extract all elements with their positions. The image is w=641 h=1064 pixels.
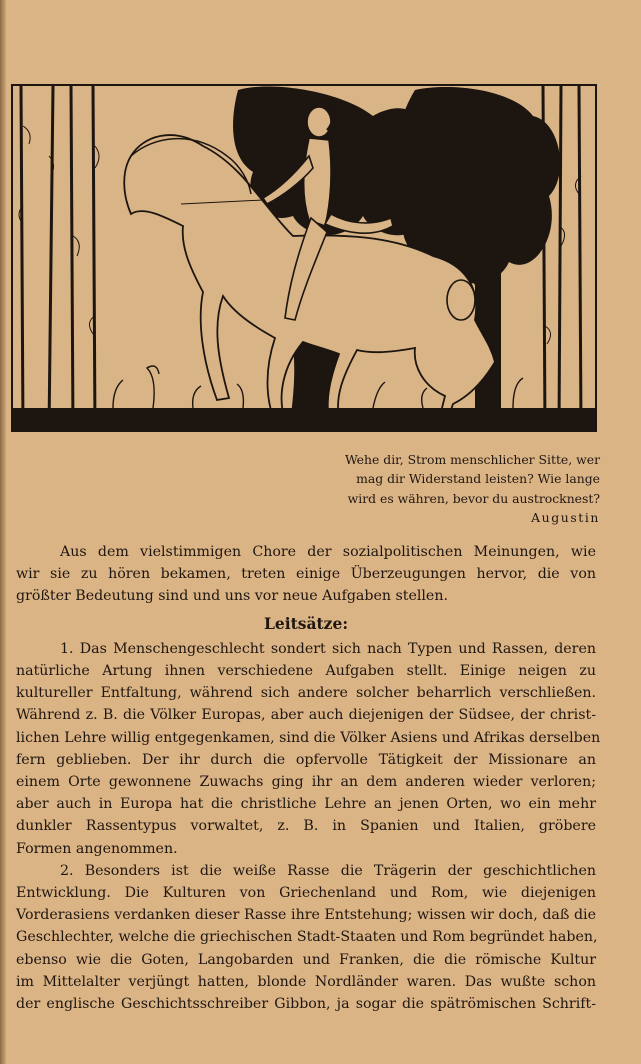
- paragraph-2: [16, 860, 596, 1015]
- body-text: [16, 541, 601, 1015]
- text-line: wir sie zu hören bekamen, treten einige Überzeugungen hervor, die von: [16, 566, 596, 583]
- text-line: aber auch in Europa hat die christliche Lehre an jenen Orten, wo ein mehr: [16, 796, 596, 813]
- epigraph: [300, 450, 600, 528]
- text-line: der englische Geschichtsschreiber Gibbon, ja sogar die spätrömischen Schrift-: [16, 996, 596, 1013]
- text-line: Geschlechter, welche die griechischen Stadt-Staaten und Rom begründet haben,: [16, 929, 598, 946]
- text-line: ebenso wie die Goten, Langobarden und Franken, die die römische Kultur: [16, 951, 596, 968]
- text-line: Während z. B. die Völker Europas, aber auch diejenigen der Südsee, der christ-: [16, 707, 596, 724]
- epigraph-line: mag dir Widerstand leisten? Wie lange: [356, 471, 600, 487]
- text-line: Vorderasiens verdanken dieser Rasse ihre Entstehung; wissen wir doch, daß die: [16, 907, 596, 924]
- section-heading: Leitsätze:: [263, 613, 349, 633]
- paragraph-1: [16, 638, 601, 860]
- epigraph-line: wird es währen, bevor du austrocknest?: [347, 490, 600, 506]
- intro-paragraph: [16, 541, 596, 608]
- text-line: kultureller Entfaltung, während sich andere solcher beharrlich verschließen.: [16, 685, 596, 702]
- text-line: 1. Das Menschengeschlecht sondert sich nach Typen und Rassen, deren: [60, 640, 596, 657]
- text-line: fern geblieben. Der ihr durch die opfervolle Tätigkeit der Missionare an: [16, 751, 596, 768]
- text-line: größter Bedeutung sind und uns vor neue Aufgaben stellen.: [16, 588, 448, 605]
- text-line: Entwicklung. Die Kulturen von Griechenland und Rom, wie diejenigen: [16, 885, 596, 902]
- epigraph-author: Augustin: [531, 510, 600, 526]
- text-line: dunkler Rassentypus vorwaltet, z. B. in Spanien und Italien, gröbere: [16, 818, 596, 835]
- text-line: natürliche Artung ihnen verschiedene Aufgaben stellt. Einige neigen zu: [16, 663, 596, 680]
- text-line: im Mittelalter verjüngt hatten, blonde Nordländer waren. Das wußte schon: [16, 973, 596, 990]
- text-line: lichen Lehre willig entgegenkamen, sind die Völker Asiens und Afrikas derselben: [16, 729, 601, 746]
- illustration-drawing: [13, 86, 595, 430]
- illustration-woman-on-horse: [11, 84, 597, 432]
- text-line: Aus dem vielstimmigen Chore der sozialpolitischen Meinungen, wie: [60, 544, 596, 560]
- text-line: Formen angenommen.: [16, 840, 178, 857]
- text-line: einem Orte gewonnene Zuwachs ging ihr an dem anderen wieder verloren;: [16, 774, 596, 791]
- page-edge: [0, 0, 6, 1064]
- epigraph-line: Wehe dir, Strom menschlicher Sitte, wer: [344, 452, 600, 467]
- text-line: 2. Besonders ist die weiße Rasse die Trägerin der geschichtlichen: [60, 862, 596, 879]
